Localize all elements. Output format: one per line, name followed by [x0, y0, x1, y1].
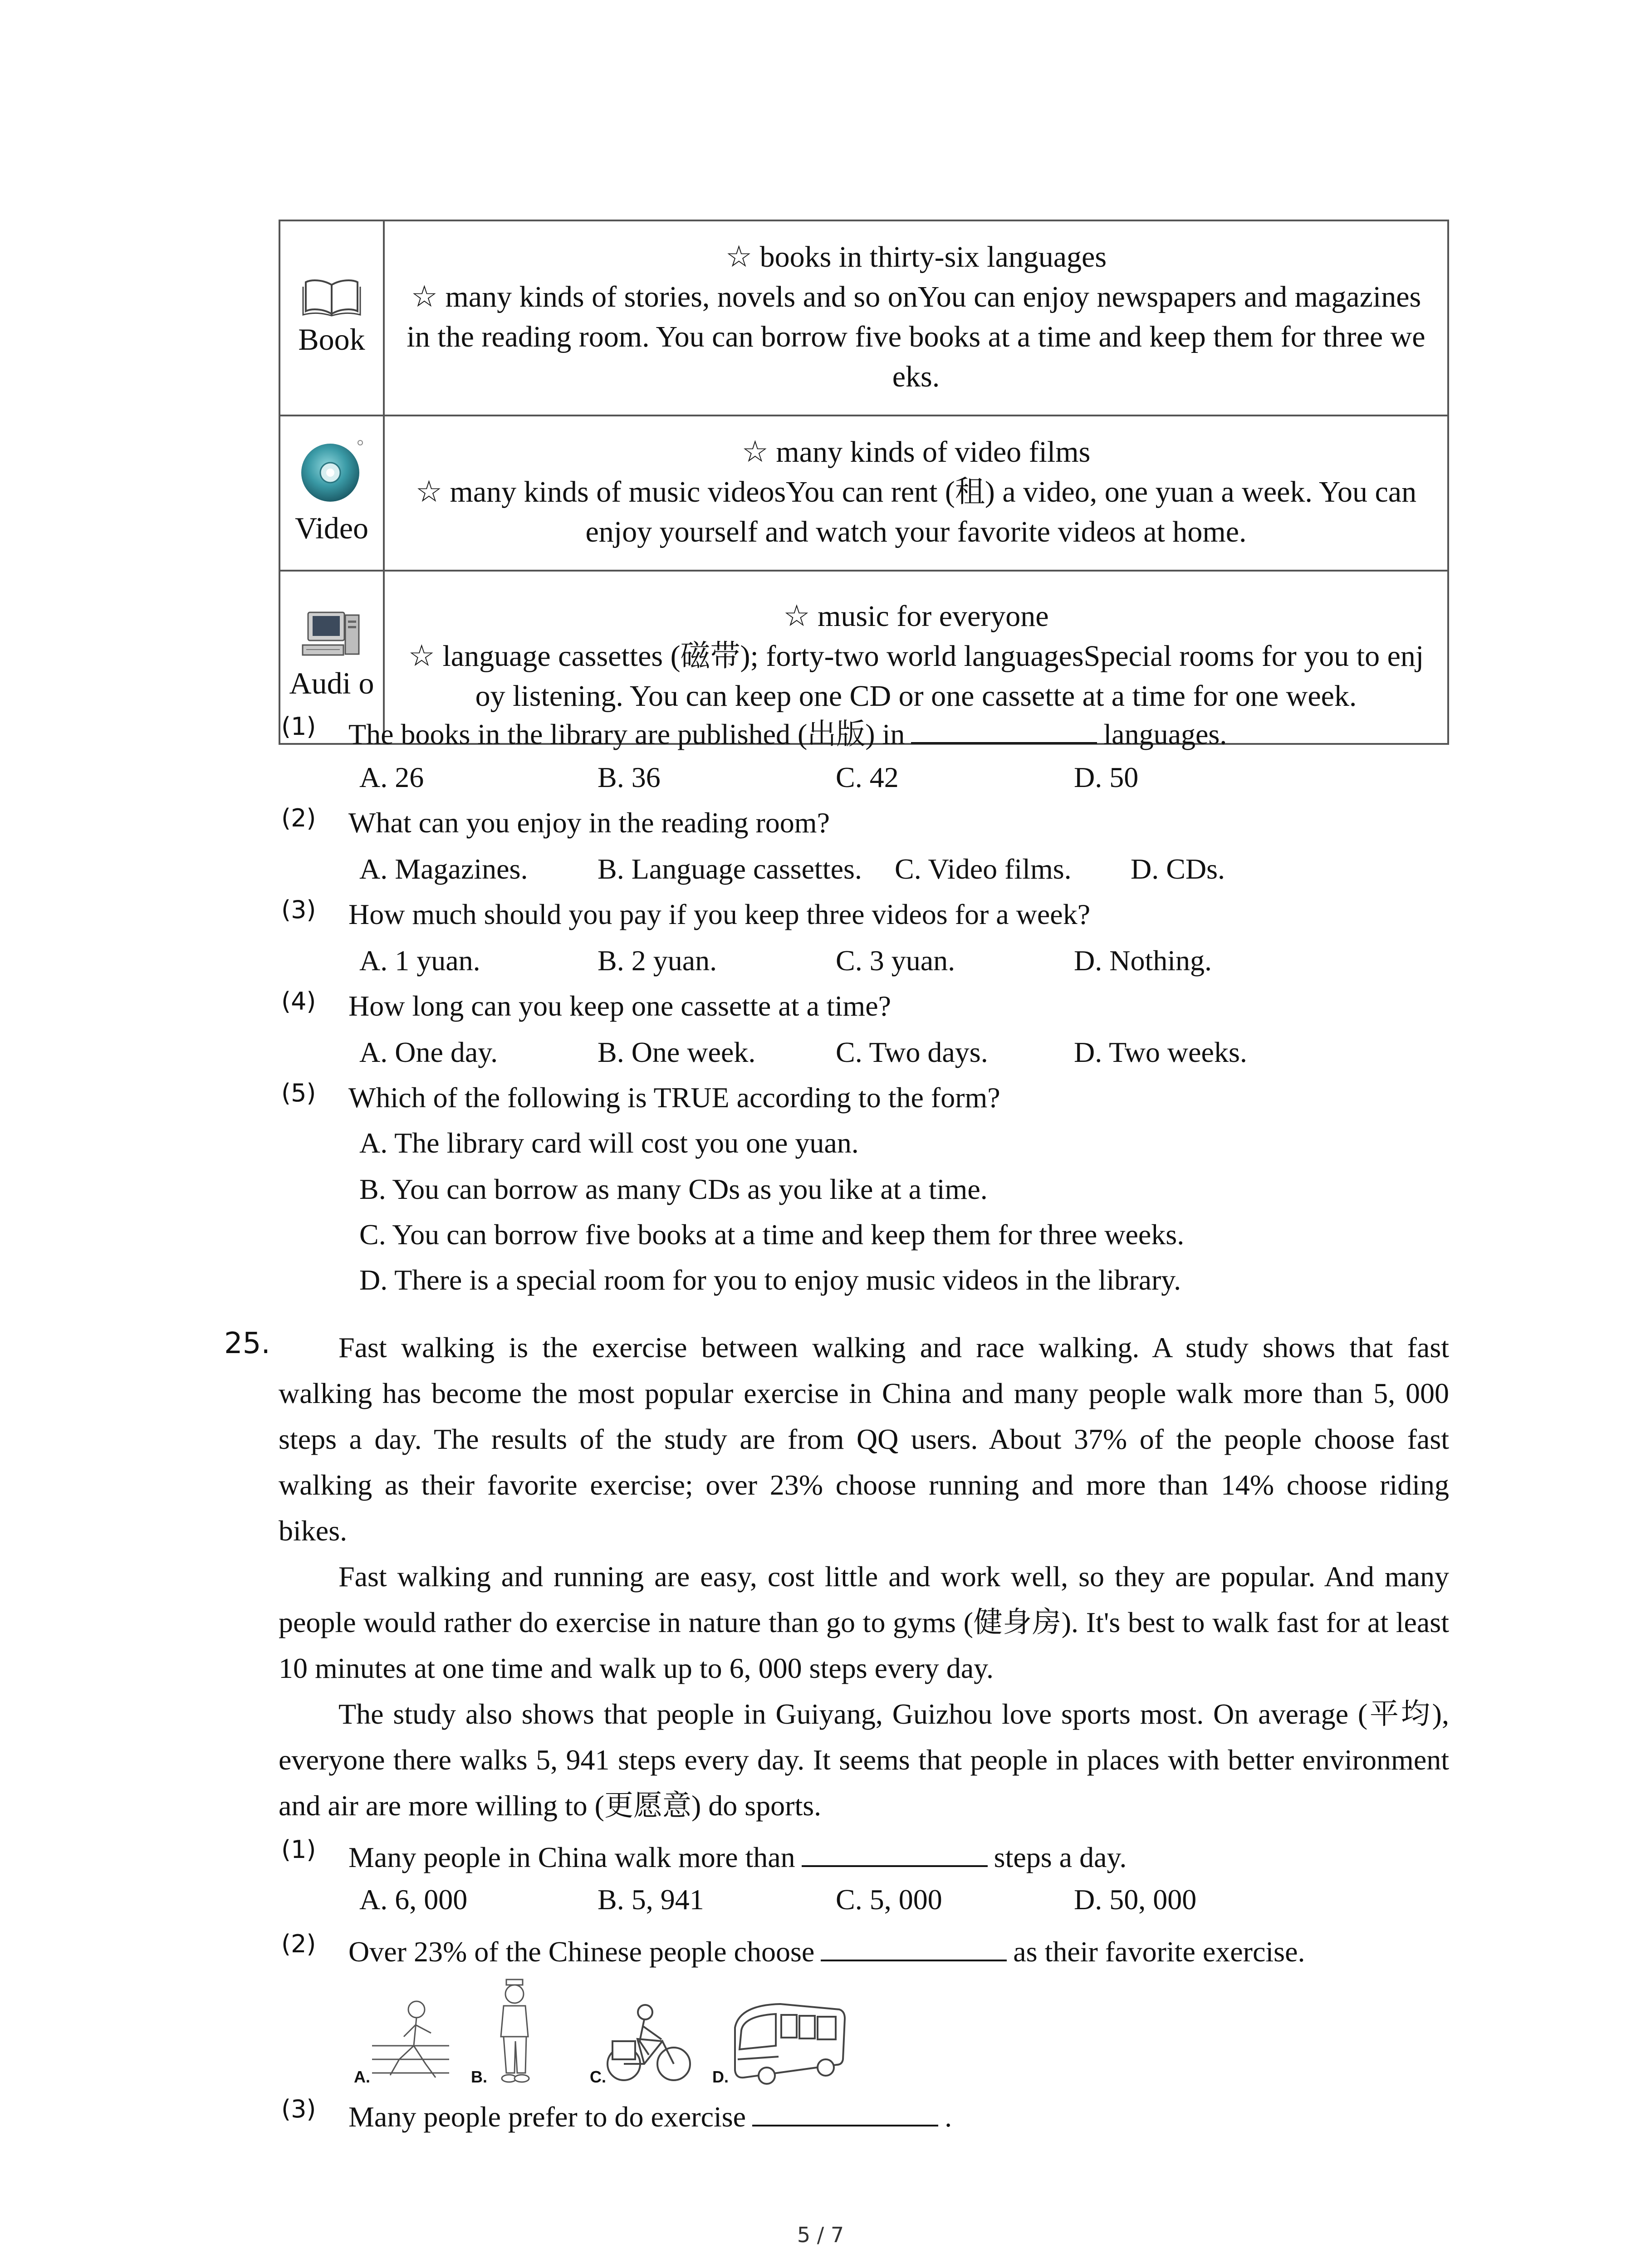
description-text: ☆ many kinds of stories, novels and so onYou can enjoy newspapers and magazines in the reading room. You can borrow five books at a time and keep them for three we eks.	[407, 280, 1425, 393]
answer-blank[interactable]	[752, 2095, 938, 2126]
description-text: ☆ many kinds of music videosYou can rent (租) a video, one yuan a week. You can enjoy yourself and watch your favorite videos at home.	[415, 475, 1417, 548]
answer-blank[interactable]	[802, 1835, 988, 1867]
option-d[interactable]: D. 50	[1074, 761, 1139, 793]
category-cell	[279, 220, 384, 415]
option-a[interactable]: A. 1 yuan.	[359, 944, 480, 977]
answer-pictures	[349, 1973, 867, 2087]
disc-icon	[298, 437, 366, 505]
option-d[interactable]: D. Two weeks.	[1074, 1036, 1247, 1068]
question-number: (4)	[281, 987, 316, 1016]
question-text-before: Many people in China walk more than	[348, 1841, 795, 1873]
option-c[interactable]: C. 5, 000	[836, 1883, 942, 1916]
option-c[interactable]: C. Video films.	[895, 853, 1072, 885]
option-b[interactable]: B. One week.	[598, 1036, 756, 1068]
question-number: (1)	[281, 712, 316, 741]
description-line: ☆ books in thirty-six languages	[725, 240, 1107, 274]
running-person-icon[interactable]	[372, 1991, 454, 2087]
option-b[interactable]: B. 36	[598, 761, 661, 793]
option-a[interactable]: A. The library card will cost you one yuan.	[359, 1127, 859, 1159]
question-text-after: steps a day.	[994, 1841, 1127, 1873]
passage-paragraph: Fast walking is the exercise between walking and race walking. A study shows that fast walking has become the most popular exercise in China and many people walk more than 5, 000 steps a day. The results of the study are from QQ users. About 37% of the people choose fast walking as their favorite exercise; over 23% choose running and more than 14% choose riding bikes.	[279, 1331, 1449, 1547]
description-line: ☆ music for everyone	[783, 600, 1049, 633]
picture-label-b: B.	[471, 2068, 487, 2086]
option-a[interactable]: A. 6, 000	[359, 1883, 468, 1916]
question-number: (3)	[281, 895, 316, 924]
option-c[interactable]: C. 3 yuan.	[836, 944, 955, 977]
description-line: ☆ many kinds of video films	[741, 435, 1091, 469]
computer-icon	[300, 611, 363, 660]
category-label: Book	[298, 322, 365, 357]
question-text	[348, 712, 1227, 753]
cyclist-icon[interactable]	[603, 1996, 694, 2087]
question-number: (1)	[281, 1835, 316, 1864]
answer-blank[interactable]	[821, 1930, 1007, 1961]
question-text: Which of the following is TRUE according to the form?	[348, 1081, 1000, 1114]
question-number: (2)	[281, 804, 316, 832]
category-label: Audi o	[289, 666, 374, 700]
open-book-icon	[302, 276, 361, 317]
option-a[interactable]: A. Magazines.	[359, 853, 528, 885]
passage-paragraph: Fast walking and running are easy, cost little and work well, so they are popular. And many people would rather do exercise in nature than go to gyms (健身房). It's best to walk fast for at least 10 minutes at one time and walk up to 6, 000 steps every day.	[279, 1560, 1449, 1684]
question-text	[348, 1930, 1305, 1971]
question-text	[348, 2095, 952, 2136]
question-number: (3)	[281, 2095, 316, 2123]
question-number: (2)	[281, 1930, 316, 1958]
option-b[interactable]: B. You can borrow as many CDs as you like at a time.	[359, 1173, 988, 1205]
category-cell	[279, 415, 384, 571]
description-text: ☆ language cassettes (磁带); forty-two world languagesSpecial rooms for you to enj oy listening. You can keep one CD or one cassette at a time for one week.	[408, 640, 1424, 713]
option-d[interactable]: D. CDs.	[1131, 853, 1225, 885]
option-a[interactable]: A. 26	[359, 761, 424, 793]
question-text: How much should you pay if you keep three videos for a week?	[348, 898, 1091, 930]
picture-label-a: A.	[354, 2068, 370, 2086]
reading-passage	[279, 1325, 1449, 1828]
question-text-after: .	[945, 2101, 952, 2133]
description-cell	[384, 220, 1448, 415]
passage-paragraph: The study also shows that people in Guiyang, Guizhou love sports most. On average (平均), everyone there walks 5, 941 steps every day. It seems that people in places with better environment and air are more willing to (更愿意) do sports.	[279, 1698, 1449, 1822]
option-c[interactable]: C. 42	[836, 761, 899, 793]
table-row-book	[279, 220, 1448, 415]
question-text-before: Many people prefer to do exercise	[348, 2101, 746, 2133]
picture-label-d: D.	[712, 2068, 729, 2086]
question-text-after: as their favorite exercise.	[1013, 1936, 1305, 1968]
walking-person-icon[interactable]	[485, 1978, 544, 2087]
page-number: 5 / 7	[797, 2223, 844, 2247]
option-b[interactable]: B. 5, 941	[598, 1883, 704, 1916]
category-label: Video	[294, 511, 369, 545]
library-services-table	[279, 220, 1449, 745]
question-text-before: The books in the library are published (出版) in	[348, 718, 905, 750]
question-number: (5)	[281, 1079, 316, 1107]
bus-icon[interactable]	[726, 1996, 848, 2087]
description-cell	[384, 415, 1448, 571]
option-c[interactable]: C. You can borrow five books at a time and keep them for three weeks.	[359, 1218, 1185, 1251]
question-text: How long can you keep one cassette at a time?	[348, 990, 891, 1022]
question-text-after: languages.	[1103, 718, 1227, 750]
section-number: 25.	[224, 1327, 270, 1360]
option-b[interactable]: B. 2 yuan.	[598, 944, 717, 977]
option-d[interactable]: D. 50, 000	[1074, 1883, 1197, 1916]
option-a[interactable]: A. One day.	[359, 1036, 498, 1068]
table-row-video	[279, 415, 1448, 571]
question-text: What can you enjoy in the reading room?	[348, 807, 830, 839]
answer-blank[interactable]	[911, 712, 1097, 744]
option-c[interactable]: C. Two days.	[836, 1036, 988, 1068]
picture-label-c: C.	[590, 2068, 606, 2086]
option-b[interactable]: B. Language cassettes.	[598, 853, 862, 885]
option-d[interactable]: D. There is a special room for you to enjoy music videos in the library.	[359, 1264, 1181, 1296]
option-d[interactable]: D. Nothing.	[1074, 944, 1212, 977]
question-text	[348, 1835, 1127, 1877]
question-text-before: Over 23% of the Chinese people choose	[348, 1936, 815, 1968]
